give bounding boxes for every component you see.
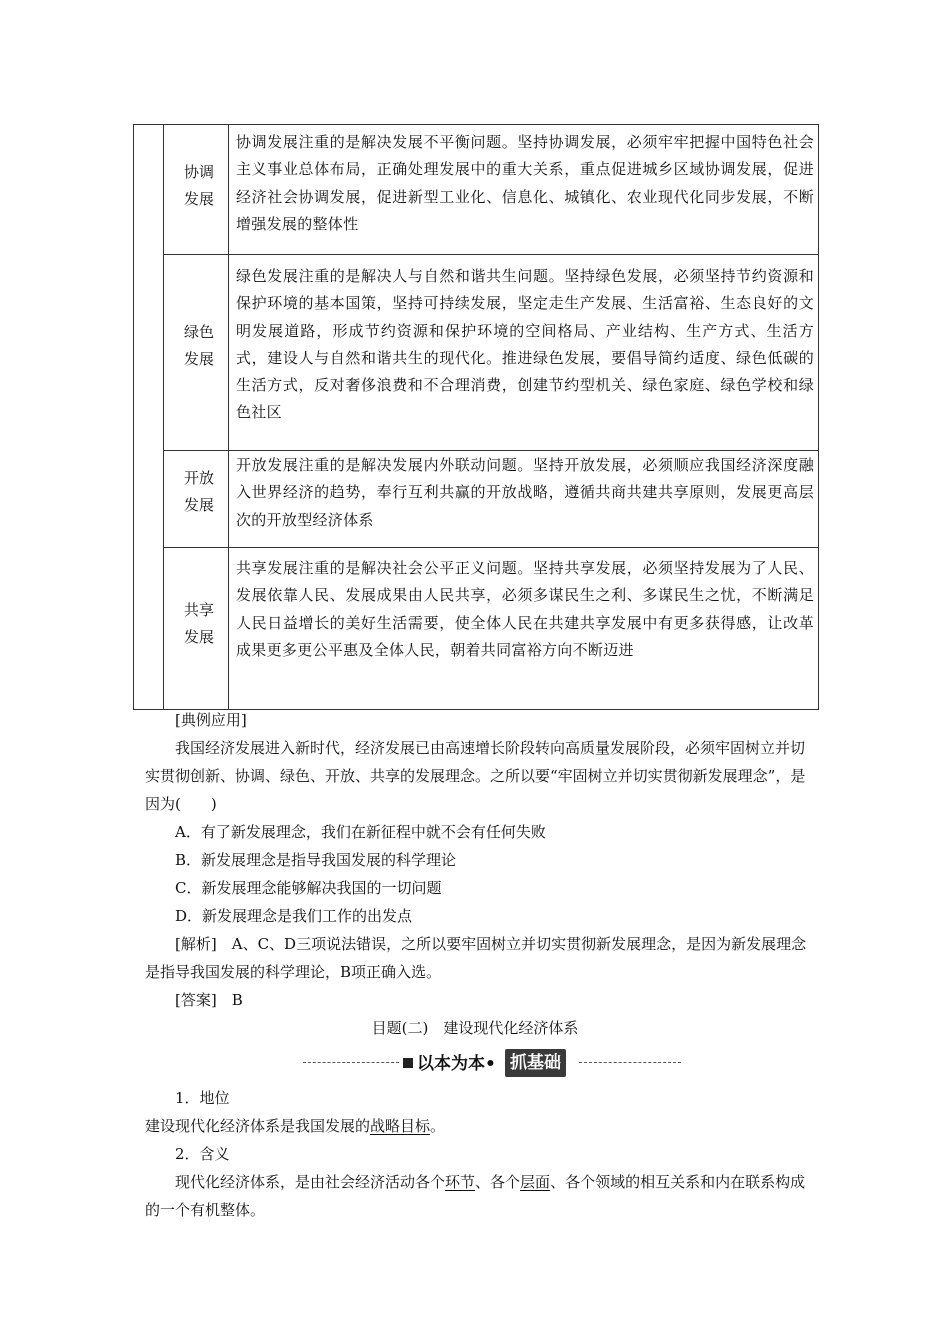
table-row-text: 协调发展注重的是解决发展不平衡问题。坚持协调发展，必须牢牢把握中国特色社会主义事业总体布局，正确处理发展中的重大关系，重点促进城乡区域协调发展，促进经济社会协调发展，促进新型工业化、信息化、城镇化、农业现代化同步发展，不断增强发展的整体性 xyxy=(236,133,814,233)
option-c: C．新发展理念能够解决我国的一切问题 xyxy=(175,879,442,897)
table-divider xyxy=(228,125,229,709)
banner-dash-right xyxy=(579,1062,681,1063)
point-2-text: 现代化经济体系，是由社会经济活动各个环节、各个层面、各个领域的相互关系和内在联系构成的一个有机整体。 xyxy=(145,1173,806,1219)
table-row-label: 协调 发展 xyxy=(183,163,214,208)
banner-badge: 抓基础 xyxy=(505,1049,566,1077)
answer: [答案] B xyxy=(175,991,243,1009)
point-2-title: 2．含义 xyxy=(175,1145,230,1163)
table-divider xyxy=(163,450,818,451)
point-1-text: 建设现代化经济体系是我国发展的战略目标。 xyxy=(145,1117,446,1135)
analysis: [解析] A、C、D三项说法错误，之所以要牢固树立并切实贯彻新发展理念，是因为新发展理念是指导我国发展的科学理论，B项正确入选。 xyxy=(145,935,807,981)
banner-dot: • xyxy=(485,1054,496,1074)
square-icon xyxy=(403,1058,413,1068)
table-row-text: 绿色发展注重的是解决人与自然和谐共生问题。坚持绿色发展，必须坚持节约资源和保护环境的基本国策，坚持可持续发展，坚定走生产发展、生活富裕、生态良好的文明发展道路，形成节约资源和保护环境的空间格局、产业结构、生产方式、生活方式，建设人与自然和谐共生的现代化。推进绿色发展，要倡导简约适度、绿色低碳的生活方式，反对奢侈浪费和不合理消费，创建节约型机关、绿色家庭、绿色学校和绿色社区 xyxy=(236,267,814,422)
example-tag: [典例应用] xyxy=(175,711,247,729)
point-1-title: 1．地位 xyxy=(175,1089,230,1107)
table-divider xyxy=(163,254,818,255)
table-row-label: 共享 发展 xyxy=(183,601,214,646)
table-divider xyxy=(163,547,818,548)
section-heading: 目题(二) 建设现代化经济体系 xyxy=(371,1019,579,1037)
section-banner xyxy=(303,1047,681,1081)
concept-table xyxy=(133,124,819,710)
banner-text: 以本为本 xyxy=(417,1054,485,1074)
option-d: D．新发展理念是我们工作的出发点 xyxy=(175,907,413,925)
table-row-label: 绿色 发展 xyxy=(183,323,214,368)
option-a: A．有了新发展理念，我们在新征程中就不会有任何失败 xyxy=(175,823,546,841)
table-row-text: 开放发展注重的是解决发展内外联动问题。坚持开放发展，必须顺应我国经济深度融入世界经济的趋势，奉行互利共赢的开放战略，遵循共商共建共享原则，发展更高层次的开放型经济体系 xyxy=(236,456,814,529)
table-row-text: 共享发展注重的是解决社会公平正义问题。坚持共享发展，必须坚持发展为了人民、发展依靠人民、发展成果由人民共享，必须多谋民生之利、多谋民生之忧，不断满足人民日益增长的美好生活需要，使全体人民在共建共享发展中有更多获得感，让改革成果更多更公平惠及全体人民，朝着共同富裕方向不断迈进 xyxy=(236,559,814,659)
table-divider xyxy=(163,125,164,709)
example-question: 我国经济发展进入新时代，经济发展已由高速增长阶段转向高质量发展阶段，必须牢固树立并切实贯彻创新、协调、绿色、开放、共享的发展理念。之所以要“牢固树立并切实贯彻新发展理念”，是因为( ) xyxy=(145,739,806,813)
table-row-label: 开放 发展 xyxy=(183,469,214,514)
banner-dash-left xyxy=(303,1062,399,1063)
option-b: B．新发展理念是指导我国发展的科学理论 xyxy=(175,851,457,869)
